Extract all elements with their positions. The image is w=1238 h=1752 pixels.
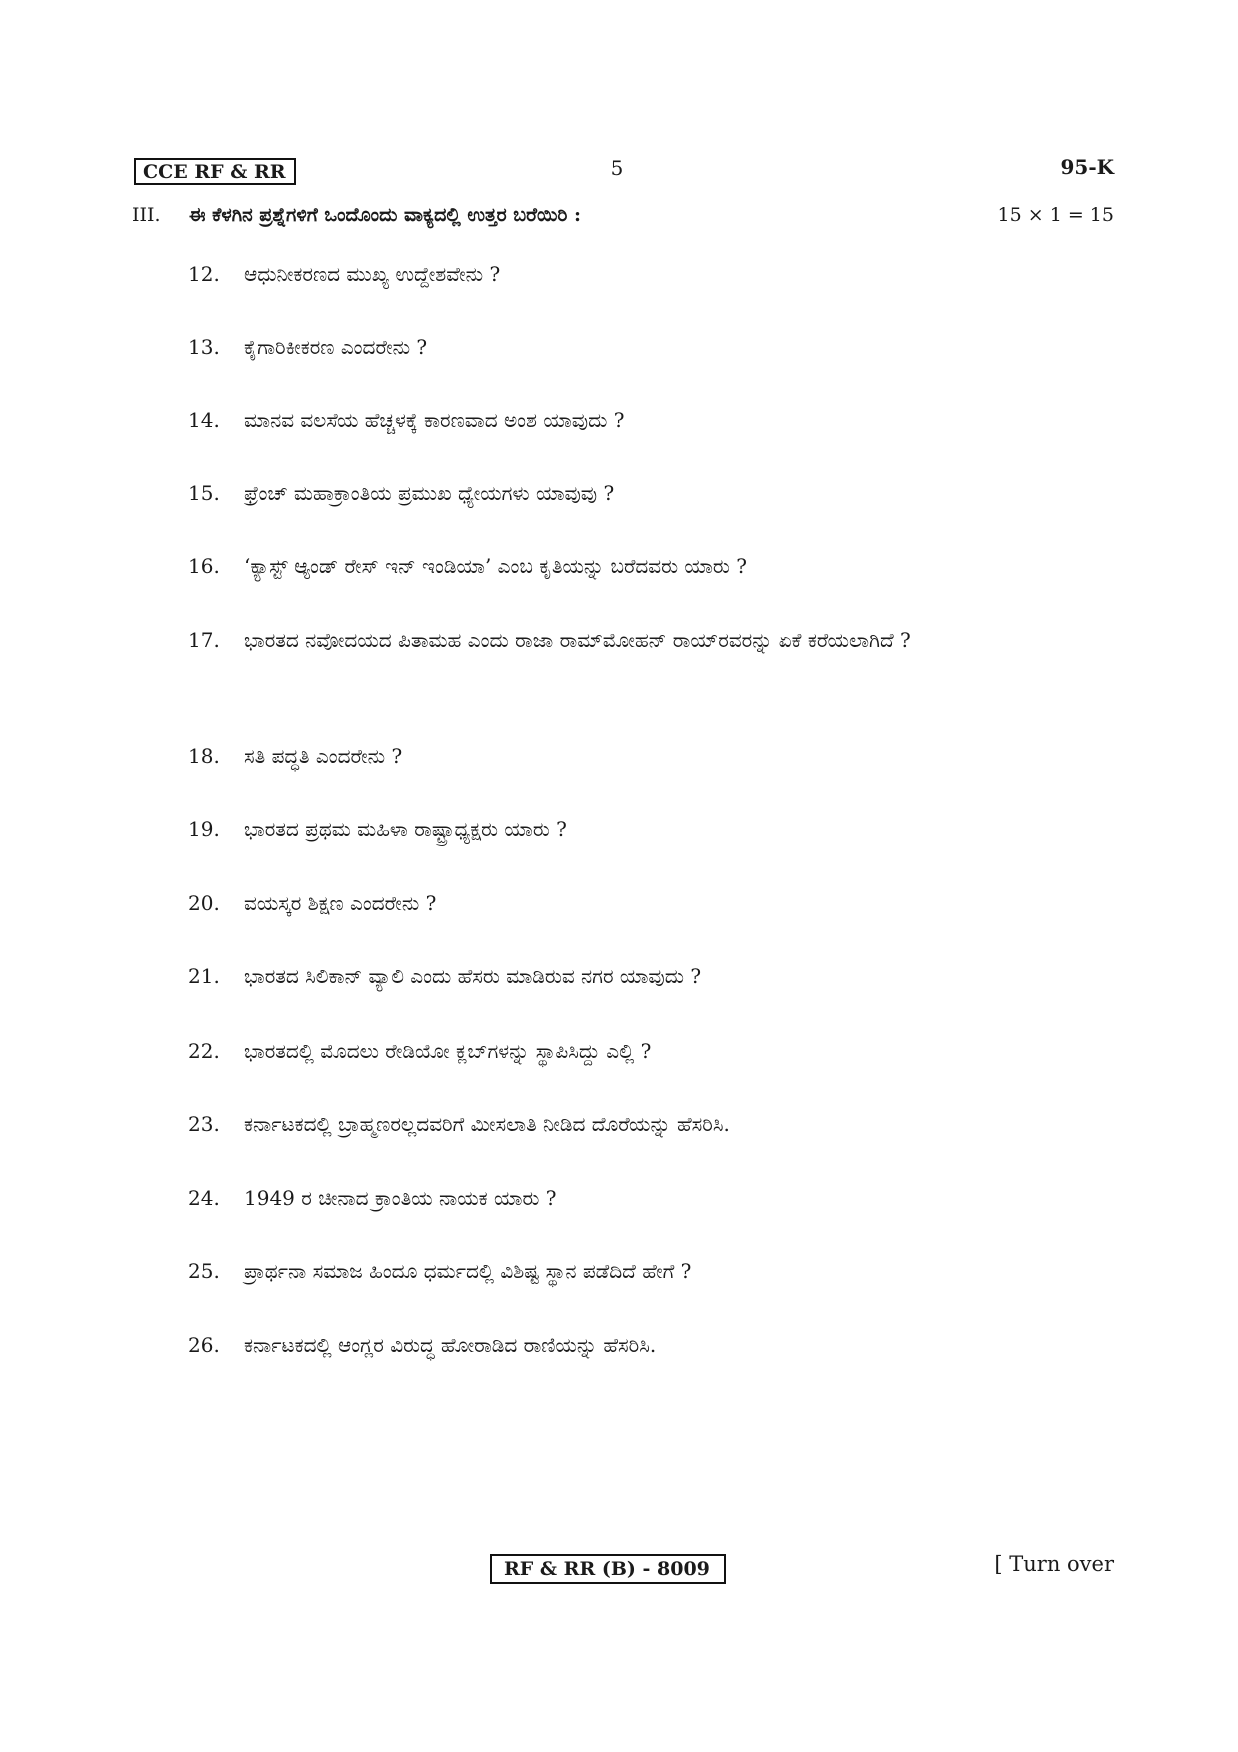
question-item: [188, 1102, 1114, 1146]
question-item: [188, 252, 1114, 296]
question-text: ಫ್ರೆಂಚ್ ಮಹಾಕ್ರಾಂತಿಯ ಪ್ರಮುಖ ಧ್ಯೇಯಗಳು ಯಾವುವು ?: [244, 481, 615, 505]
question-number: 25.: [188, 1259, 220, 1283]
question-text: ‘ಕ್ಯಾಸ್ಟ್ ಆ್ಯಂಡ್ ರೇಸ್ ಇನ್ ಇಂಡಿಯಾ’ ಎಂಬ ಕೃತಿಯನ್ನು ಬರೆದವರು ಯಾರು ?: [244, 554, 747, 578]
section-number: III.: [132, 204, 161, 226]
question-text: ಆಧುನೀಕರಣದ ಮುಖ್ಯ ಉದ್ದೇಶವೇನು ?: [244, 262, 501, 286]
question-text: 1949 ರ ಚೀನಾದ ಕ್ರಾಂತಿಯ ನಾಯಕ ಯಾರು ?: [244, 1186, 557, 1210]
question-number: 18.: [188, 744, 220, 768]
question-item: [188, 1176, 1114, 1220]
question-item: [188, 471, 1114, 515]
question-number: 17.: [188, 628, 220, 652]
question-number: 15.: [188, 481, 220, 505]
question-item: [188, 881, 1114, 925]
question-item: [188, 398, 1114, 442]
question-item: [188, 544, 1114, 588]
footer-paper-code: RF & RR (B) - 8009: [490, 1554, 726, 1584]
question-text: ಭಾರತದಲ್ಲಿ ಮೊದಲು ರೇಡಿಯೋ ಕ್ಲಬ್‌ಗಳನ್ನು ಸ್ಥಾಪಿಸಿದ್ದು ಎಲ್ಲಿ ?: [244, 1039, 652, 1063]
question-number: 16.: [188, 554, 220, 578]
question-text: ಪ್ರಾರ್ಥನಾ ಸಮಾಜ ಹಿಂದೂ ಧರ್ಮದಲ್ಲಿ ವಿಶಿಷ್ಟ ಸ್ಥಾನ ಪಡೆದಿದೆ ಹೇಗೆ ?: [244, 1259, 692, 1283]
question-number: 21.: [188, 964, 220, 988]
question-number: 22.: [188, 1039, 220, 1063]
turn-over-note: [ Turn over: [994, 1552, 1114, 1576]
question-text: ವಯಸ್ಕರ ಶಿಕ್ಷಣ ಎಂದರೇನು ?: [244, 891, 437, 915]
section-marks: 15 × 1 = 15: [997, 204, 1114, 226]
question-number: 19.: [188, 817, 220, 841]
question-text: ಕರ್ನಾಟಕದಲ್ಲಿ ಆಂಗ್ಲರ ವಿರುದ್ಧ ಹೋರಾಡಿದ ರಾಣಿಯನ್ನು ಹೆಸರಿಸಿ.: [244, 1333, 657, 1357]
question-text: ಸತಿ ಪದ್ಧತಿ ಎಂದರೇನು ?: [244, 744, 403, 768]
paper-type-box: CCE RF & RR: [134, 158, 296, 185]
question-number: 20.: [188, 891, 220, 915]
question-number: 13.: [188, 335, 220, 359]
paper-code: 95-K: [1060, 155, 1114, 179]
question-number: 23.: [188, 1112, 220, 1136]
question-number: 12.: [188, 262, 220, 286]
question-text: ಭಾರತದ ನವೋದಯದ ಪಿತಾಮಹ ಎಂದು ರಾಜಾ ರಾಮ್‌ಮೋಹನ್ ರಾಯ್‌ರವರನ್ನು ಏಕೆ ಕರೆಯಲಾಗಿದೆ ?: [244, 628, 911, 652]
question-text: ಭಾರತದ ಪ್ರಥಮ ಮಹಿಳಾ ರಾಷ್ಟ್ರಾಧ್ಯಕ್ಷರು ಯಾರು ?: [244, 817, 567, 841]
question-item: [188, 734, 1114, 778]
question-item: [188, 1323, 1114, 1367]
question-text: ಕೈಗಾರಿಕೀಕರಣ ಎಂದರೇನು ?: [244, 335, 428, 359]
question-text: ಮಾನವ ವಲಸೆಯ ಹೆಚ್ಚಳಕ್ಕೆ ಕಾರಣವಾದ ಅಂಶ ಯಾವುದು ?: [244, 408, 625, 432]
question-item: [188, 1249, 1114, 1293]
question-number: 24.: [188, 1186, 220, 1210]
question-item: [188, 807, 1114, 851]
question-item: [188, 1029, 1114, 1073]
question-number: 26.: [188, 1333, 220, 1357]
question-text: ಭಾರತದ ಸಿಲಿಕಾನ್ ವ್ಯಾಲಿ ಎಂದು ಹೆಸರು ಮಾಡಿರುವ ನಗರ ಯಾವುದು ?: [244, 964, 702, 988]
question-number: 14.: [188, 408, 220, 432]
page-number: 5: [610, 156, 624, 180]
question-item: [188, 325, 1114, 369]
section-instruction: ಈ ಕೆಳಗಿನ ಪ್ರಶ್ನೆಗಳಿಗೆ ಒಂದೊಂದು ವಾಕ್ಯದಲ್ಲಿ ಉತ್ತರ ಬರೆಯಿರಿ :: [189, 204, 582, 226]
question-item: [188, 618, 1114, 662]
question-item: [188, 954, 1114, 998]
section-heading: [132, 204, 1114, 234]
question-text: ಕರ್ನಾಟಕದಲ್ಲಿ ಬ್ರಾಹ್ಮಣರಲ್ಲದವರಿಗೆ ಮೀಸಲಾತಿ ನೀಡಿದ ದೊರೆಯನ್ನು ಹೆಸರಿಸಿ.: [244, 1112, 730, 1136]
